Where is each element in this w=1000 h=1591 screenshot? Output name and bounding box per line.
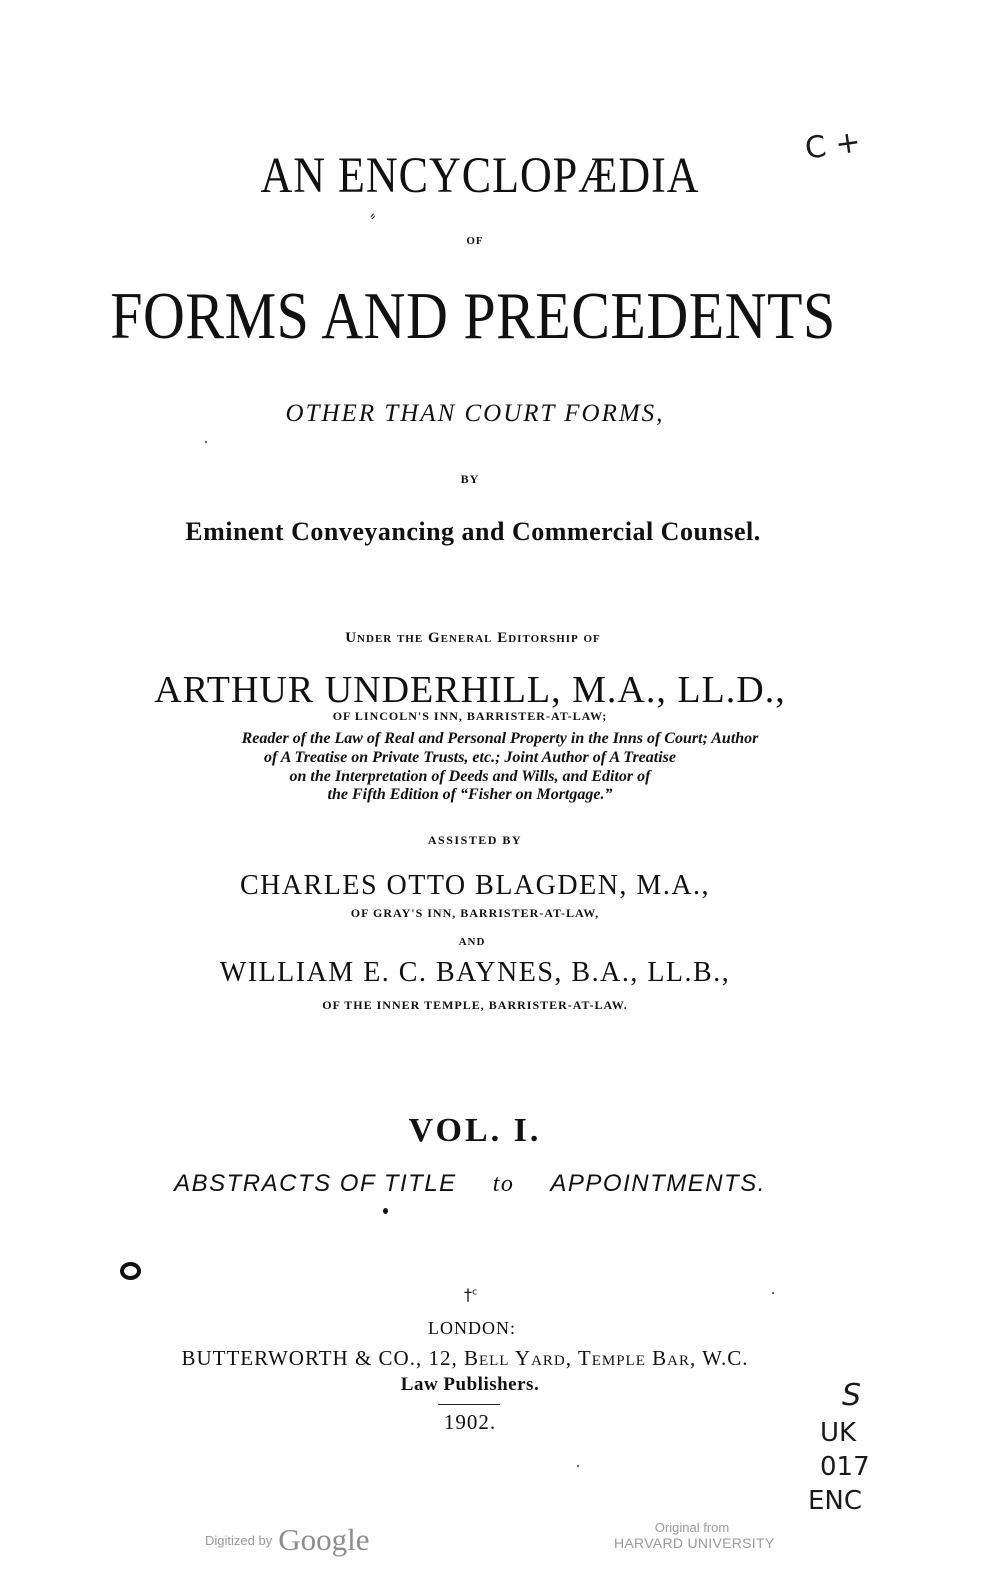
editor-description-line-3: on the Interpretation of Deeds and Wills, and Editor of (289, 768, 651, 785)
speck (383, 1208, 388, 1214)
editor-name: ARTHUR UNDERHILL, M.A., LL.D., (154, 669, 786, 711)
publisher-line (0, 1346, 965, 1371)
publication-year: 1902. (443, 1410, 497, 1434)
speck (205, 441, 207, 443)
handwritten-tick-icon: ⸗ (367, 207, 379, 225)
volume-number: VOL. I. (408, 1112, 542, 1149)
title-of: OF (466, 235, 484, 247)
title-line-2: FORMS AND PRECEDENTS (110, 278, 836, 353)
title-line-1: AN ENCYCLOPÆDIA (260, 147, 700, 204)
contributors-line: Eminent Conveyancing and Commercial Counsel. (185, 517, 761, 546)
assistant-1-name: CHARLES OTTO BLAGDEN, M.A., (239, 870, 711, 901)
editor-affiliation: OF LINCOLN'S INN, BARRISTER-AT-LAW; (332, 709, 608, 723)
digitized-by-label: Digitized by (205, 1533, 273, 1548)
ink-circle-icon (120, 1262, 141, 1280)
editor-description-line-2: of A Treatise on Private Trusts, etc.; Joint Author of A Treatise (263, 749, 676, 766)
institution-name: HARVARD UNIVERSITY (614, 1535, 775, 1551)
subtitle: OTHER THAN COURT FORMS, (285, 400, 665, 427)
assistant-2-affiliation: OF THE INNER TEMPLE, BARRISTER-AT-LAW. (322, 998, 628, 1012)
original-from-label: Original from (654, 1520, 730, 1535)
place-of-publication: LONDON: (428, 1318, 516, 1338)
handwritten-small-mark: †ᶜ (464, 1285, 478, 1304)
volume-range-end: APPOINTMENTS. (550, 1170, 766, 1197)
publisher-address-a: & CO., 12, (348, 1346, 464, 1370)
speck (772, 1292, 774, 1294)
divider-rule (438, 1404, 500, 1405)
editor-description-line-1: Reader of the Law of Real and Personal Property in the Inns of Court; Author (241, 730, 759, 747)
volume-range-to: to (492, 1171, 515, 1197)
publisher-name: BUTTERWORTH (181, 1346, 349, 1370)
by-label: BY (460, 472, 480, 486)
editorship-label: Under the General Editorship of (345, 630, 601, 646)
handwritten-mark-top-right: C + (802, 124, 863, 167)
shelfmark-line-1: S (842, 1378, 862, 1413)
digitized-by-watermark (205, 1522, 369, 1558)
speck (577, 1465, 579, 1467)
volume-range-start: ABSTRACTS OF TITLE (174, 1170, 457, 1197)
assistant-2-name: WILLIAM E. C. BAYNES, B.A., LL.B., (219, 957, 731, 988)
google-logo: Google (278, 1522, 370, 1557)
editor-description-line-4: the Fifth Edition of “Fisher on Mortgage.” (327, 786, 613, 803)
and-label: AND (458, 936, 486, 948)
publisher-address-b: Bell Yard, Temple Bar, (463, 1346, 697, 1370)
shelfmark-line-4: ENC (808, 1486, 863, 1516)
publisher-address-c: W.C. (696, 1346, 749, 1370)
shelfmark-line-2: UK (820, 1418, 857, 1448)
assistant-1-affiliation: OF GRAY'S INN, BARRISTER-AT-LAW, (350, 906, 600, 920)
shelfmark-line-3: 017 (820, 1452, 870, 1482)
original-from-watermark (614, 1520, 775, 1551)
publisher-tagline: Law Publishers. (400, 1374, 540, 1395)
assisted-by-label: ASSISTED BY (427, 833, 523, 847)
volume-range (0, 1170, 970, 1198)
